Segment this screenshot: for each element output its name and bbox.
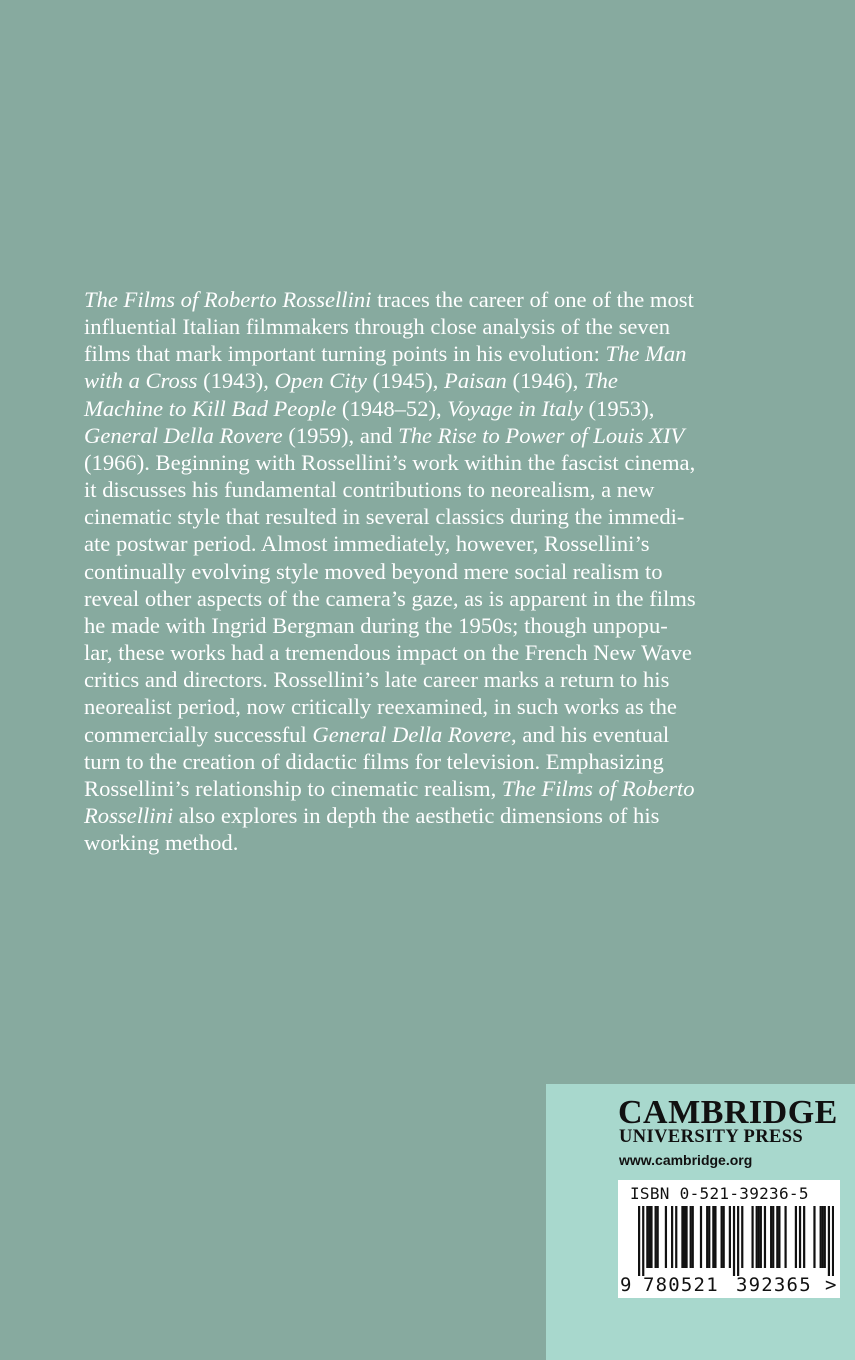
blurb-line	[84, 775, 774, 802]
blurb-title-text: with a Cross	[84, 368, 198, 394]
blurb-line	[84, 503, 774, 530]
barcode-bar	[650, 1206, 652, 1268]
barcode-bar	[770, 1206, 772, 1268]
blurb-text: Rossellini’s relationship to cinematic realism,	[84, 775, 502, 801]
barcode-bar	[737, 1206, 739, 1276]
blurb-title-text: The Rise to Power of Louis XIV	[398, 422, 685, 448]
barcode-bar	[692, 1206, 694, 1268]
blurb-title-text: The Man	[605, 341, 687, 367]
blurb-text: cinematic style that resulted in several classics during the immedi-	[84, 504, 685, 530]
barcode-bar	[642, 1206, 644, 1276]
barcode-bar	[824, 1206, 826, 1268]
publisher-subtitle: UNIVERSITY PRESS	[619, 1127, 804, 1147]
barcode-bar	[803, 1206, 805, 1268]
blurb-text: (1943),	[197, 368, 275, 394]
barcode-digit-first: 9	[620, 1274, 632, 1296]
blurb-title-text: General Della Rovere	[312, 721, 512, 747]
isbn-barcode	[618, 1180, 840, 1298]
blurb-text: (1945),	[366, 368, 445, 394]
barcode-bar	[795, 1206, 797, 1268]
barcode-bar	[708, 1206, 710, 1268]
blurb-title-text: General Della Rovere	[84, 422, 283, 448]
blurb-title-text: The	[584, 368, 618, 394]
barcode-bar	[820, 1206, 822, 1268]
barcode-digits-right: 392365	[736, 1274, 812, 1296]
barcode-quiet-mark: >	[825, 1274, 837, 1296]
barcode-bar	[799, 1206, 801, 1268]
blurb-line	[84, 286, 774, 313]
blurb-text: influential Italian filmmakers through close analysis of the seven	[84, 314, 671, 340]
barcode-bar	[776, 1206, 778, 1268]
barcode-bar	[758, 1206, 760, 1268]
blurb-line	[84, 476, 774, 503]
blurb-text: (1948–52),	[336, 395, 448, 421]
barcode-bar	[756, 1206, 758, 1268]
barcode-bar	[706, 1206, 708, 1268]
publisher-panel	[546, 1084, 855, 1360]
isbn-label: ISBN 0-521-39236-5	[630, 1184, 809, 1203]
barcode-bar	[700, 1206, 702, 1268]
barcode-bar	[690, 1206, 692, 1268]
blurb-line	[84, 639, 774, 666]
barcode-bar	[675, 1206, 677, 1268]
barcode-bar	[712, 1206, 714, 1268]
barcode-bar	[828, 1206, 830, 1276]
barcode-bar	[832, 1206, 834, 1276]
blurb-text: it discusses his fundamental contributions to neorealism, a new	[84, 477, 655, 503]
barcode-bar	[657, 1206, 659, 1268]
blurb-title-text: Rossellini	[84, 802, 174, 828]
blurb-line	[84, 666, 774, 693]
blurb-text: (1959), and	[282, 422, 399, 448]
blurb-text: (1946),	[506, 368, 584, 394]
blurb-line	[84, 558, 774, 585]
blurb-text: critics and directors. Rossellini’s late career marks a return to his	[84, 667, 670, 693]
back-cover-blurb	[84, 286, 774, 856]
barcode-bar	[638, 1206, 640, 1276]
publisher-name: CAMBRIDGE	[618, 1094, 838, 1131]
barcode-bar	[721, 1206, 723, 1268]
barcode-bar	[778, 1206, 780, 1268]
barcode-bar	[646, 1206, 648, 1268]
barcode-bar	[751, 1206, 753, 1268]
blurb-text: lar, these works had a tremendous impact on the French New Wave	[84, 640, 692, 666]
blurb-text: reveal other aspects of the camera’s gaze, as is apparent in the films	[84, 585, 696, 611]
barcode-bar	[683, 1206, 685, 1268]
blurb-line	[84, 721, 774, 748]
blurb-line	[84, 449, 774, 476]
blurb-line	[84, 748, 774, 775]
barcode-bar	[741, 1206, 743, 1268]
blurb-line	[84, 530, 774, 557]
blurb-text: films that mark important turning points in his evolution:	[84, 341, 606, 367]
publisher-url: www.cambridge.org	[619, 1152, 753, 1168]
blurb-text: he made with Ingrid Bergman during the 1950s; though unpopu-	[84, 612, 668, 638]
barcode-bar	[772, 1206, 774, 1268]
barcode-bar	[655, 1206, 657, 1268]
barcode-bar	[760, 1206, 762, 1268]
blurb-title-text: Open City	[274, 368, 367, 394]
blurb-text: turn to the creation of didactic films for television. Emphasizing	[84, 748, 664, 774]
barcode-bar	[671, 1206, 673, 1268]
barcode-bar	[784, 1206, 786, 1268]
blurb-text: also explores in depth the aesthetic dimensions of his	[173, 802, 660, 828]
blurb-title-text: Voyage in Italy	[447, 395, 583, 421]
blurb-text: (1966). Beginning with Rossellini’s work within the fascist cinema,	[84, 449, 696, 475]
barcode-bar	[764, 1206, 766, 1268]
barcode-bars	[638, 1206, 834, 1276]
blurb-title-text: The Films of Roberto Rossellini	[84, 287, 372, 312]
blurb-title-text: Paisan	[444, 368, 507, 394]
blurb-line	[84, 612, 774, 639]
blurb-text: traces the career of one of the most	[371, 287, 694, 312]
barcode-bar	[723, 1206, 725, 1268]
blurb-title-text: The Films of Roberto	[501, 775, 695, 801]
blurb-line	[84, 395, 774, 422]
blurb-line	[84, 367, 774, 394]
blurb-text: , and his eventual	[511, 721, 670, 747]
blurb-line	[84, 313, 774, 340]
blurb-text: working method.	[84, 830, 239, 856]
blurb-line	[84, 422, 774, 449]
blurb-line	[84, 802, 774, 829]
barcode-bar	[681, 1206, 683, 1268]
barcode-bar	[714, 1206, 716, 1268]
blurb-line	[84, 693, 774, 720]
barcode-bar	[822, 1206, 824, 1268]
blurb-text: commercially successful	[84, 721, 313, 747]
blurb-text: continually evolving style moved beyond mere social realism to	[84, 558, 663, 584]
barcode-bar	[685, 1206, 687, 1268]
barcode-bar	[665, 1206, 667, 1268]
blurb-line	[84, 340, 774, 367]
blurb-line	[84, 585, 774, 612]
blurb-text: neorealist period, now critically reexamined, in such works as the	[84, 694, 677, 720]
blurb-title-text: Machine to Kill Bad People	[84, 395, 337, 421]
barcode-bar	[733, 1206, 735, 1276]
blurb-text: ate postwar period. Almost immediately, however, Rossellini’s	[84, 531, 650, 557]
blurb-line	[84, 829, 774, 856]
barcode-digits-left: 780521	[643, 1274, 719, 1296]
blurb-text: (1953),	[582, 395, 655, 421]
barcode-bar	[729, 1206, 731, 1268]
barcode-bar	[813, 1206, 815, 1268]
barcode-bar	[648, 1206, 650, 1268]
